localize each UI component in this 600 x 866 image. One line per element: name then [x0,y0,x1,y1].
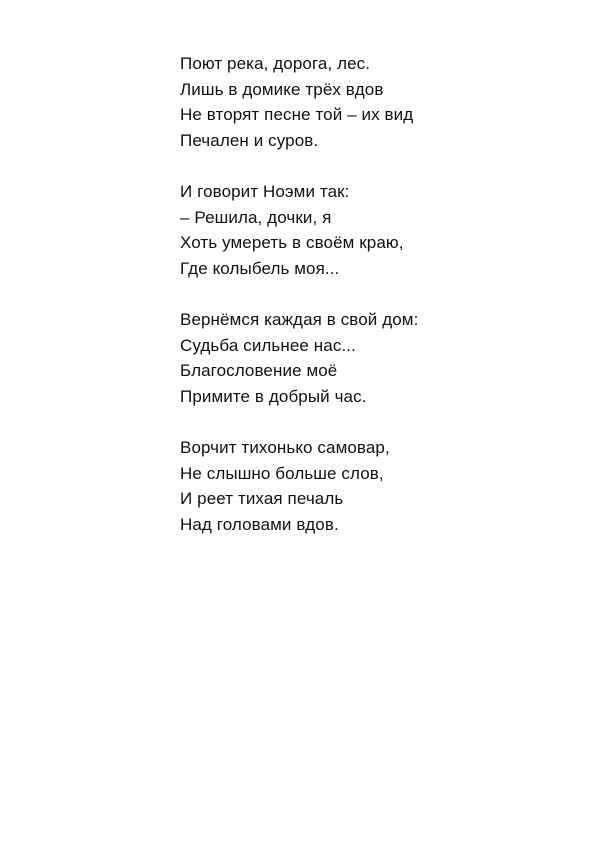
poem-line: И реет тихая печаль [180,489,344,508]
poem-line: Не вторят песне той – их вид [180,105,414,124]
stanza-1 [180,51,580,153]
poem-line: Хоть умереть в своём краю, [180,233,404,252]
poem-line: Благословение моё [180,361,338,380]
poem-line: Печален и суров. [180,130,319,150]
poem-line: Лишь в домике трёх вдов [180,79,384,99]
poem-line: Где колыбель моя... [180,258,340,278]
poem-line: Не слышно больше слов, [180,463,384,483]
stanza-4 [180,435,580,537]
poem-line: И говорит Ноэми так: [180,182,350,201]
poem-line: Судьба сильнее нас... [180,335,356,355]
poem-text [180,51,580,563]
poem-line: Ворчит тихонько самовар, [180,438,390,457]
poem-line: Примите в добрый час. [180,386,367,406]
poem-line: Вернёмся каждая в свой дом: [180,310,419,329]
stanza-3 [180,307,580,409]
poem-line: – Решила, дочки, я [180,207,332,227]
poem-line: Поют река, дорога, лес. [180,54,371,73]
poem-line: Над головами вдов. [180,514,339,534]
stanza-2 [180,179,580,281]
